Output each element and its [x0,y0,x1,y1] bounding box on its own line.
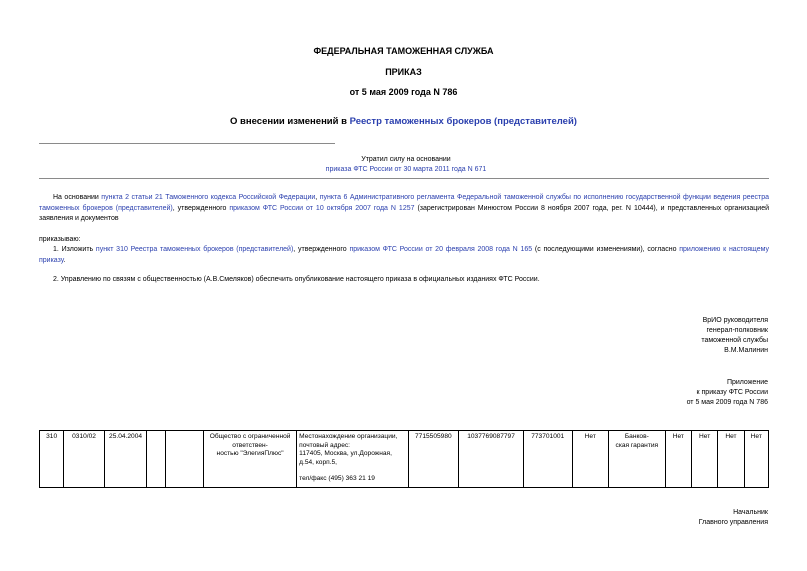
kpp-cell: 773701001 [523,431,572,488]
preamble-paragraph [39,193,769,225]
signature-service: таможенной службы [701,337,768,344]
org-line: ответствен- [232,441,268,449]
customs-code-link[interactable]: пункта 2 статьи 21 Таможенного кодекса Российской Федерации [101,194,316,201]
order-1257-link[interactable]: приказом ФТС России от 10 октября 2007 года N 1257 [229,204,415,212]
top-divider [39,143,335,144]
guarantee-cell [608,431,665,488]
document-date-number: от 5 мая 2009 года N 786 [349,87,458,97]
item1-text: (с последующими изменениями), согласно [532,246,680,253]
regulation-link[interactable]: пункта 6 Административного регламента Федеральной таможенной службы по исполнению государственной функции ведения реестра таможенных брокеров (представителей) [39,194,769,212]
bottom-divider [39,178,769,179]
preamble-text: На основании [53,194,102,201]
order-165-link[interactable]: приказом ФТС России от 20 февраля 2008 года N 165 [349,246,533,253]
guarantee-line: Банков- [624,433,649,440]
subject-prefix: О внесении изменений в [230,116,350,127]
no-cell: Нет [665,431,691,488]
no-cell: Нет [572,431,608,488]
address-phone: тел/факс (495) 363 21 19 [299,475,375,482]
no-cell: Нет [744,431,768,488]
organization-name [204,431,297,488]
ogrn-cell: 1037769087797 [459,431,524,488]
item1-text: 1. Изложить [53,246,96,253]
org-line: ностью "ЭлегияПлюс" [216,450,284,457]
signature-position: ВрИО руководителя [702,317,768,324]
preamble-text: (зарегистрирован Минюстом России 8 ноября 2007 года, рег. N 10444), и представленных организацией заявления и документов [39,204,769,222]
preamble-text: , утвержденного [172,204,230,212]
address-line: Местонахождение организации, [299,433,398,440]
appendix-link[interactable]: приложению к настоящему приказу [39,246,769,264]
lost-force-order-link[interactable]: приказа ФТС России от 30 марта 2011 года N 671 [325,166,487,173]
chief-title: Начальник [733,509,768,516]
no-cell: Нет [691,431,717,488]
row-number: 310 [40,431,64,488]
signature-rank: генерал-полковник [706,327,768,334]
address-line: почтовый адрес: [299,441,351,449]
appendix-ref: к приказу ФТС России [696,389,768,396]
document-type: ПРИКАЗ [385,67,422,77]
address-line: д.54, корп.5, [299,458,338,466]
appendix-title: Приложение [726,379,768,386]
registration-number: 0310/02 [64,431,105,488]
guarantee-line: ская гарантия [615,441,659,449]
lost-force-note: Утратил силу на основании [361,156,451,163]
empty-cell [165,431,203,488]
organization-address [297,431,408,488]
item-2: 2. Управлению по связям с общественностью (А.В.Смеляков) обеспечить опубликование настоящего приказа в официальных изданиях ФТС России. [53,276,540,283]
appendix-date: от 5 мая 2009 года N 786 [686,399,768,406]
empty-cell [147,431,165,488]
item-1 [39,245,769,266]
table-row [40,431,769,488]
point-310-link[interactable]: пункт 310 Реестра таможенных брокеров (представителей) [95,246,294,253]
registry-link[interactable]: Реестр таможенных брокеров (представителей) [349,116,577,127]
preamble-text: , [315,194,320,201]
inn-cell: 7715505980 [408,431,459,488]
lost-force-note-line2 [36,166,776,173]
no-cell: Нет [718,431,744,488]
org-line: Общество с ограниченной [209,433,291,440]
signature-name: В.М.Малинин [724,347,768,354]
registry-table [39,430,769,488]
chief-department: Главного управления [698,519,768,526]
item1-text: . [63,256,66,264]
signature-block [701,316,768,356]
chief-block [699,508,768,528]
appendix-block [687,378,768,408]
document-subject [0,116,807,127]
agency-title: ФЕДЕРАЛЬНАЯ ТАМОЖЕННАЯ СЛУЖБА [313,46,494,56]
address-line: 117405, Москва, ул.Дорожная, [299,450,392,457]
order-word: приказываю: [39,236,81,243]
item1-text: , утвержденного [293,246,350,253]
registration-date: 25.04.2004 [104,431,147,488]
